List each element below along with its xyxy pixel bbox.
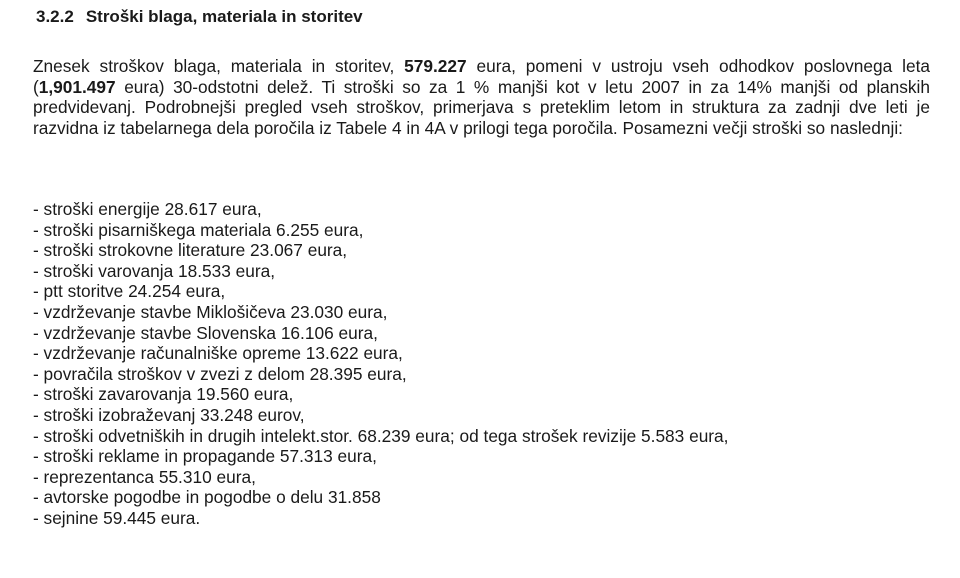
list-item: - ptt storitve 24.254 eura, — [33, 281, 226, 302]
paragraph-text-1: Znesek stroškov blaga, materiala in storitev, — [33, 56, 405, 76]
section-heading — [36, 6, 363, 28]
list-item: - stroški zavarovanja 19.560 eura, — [33, 384, 294, 405]
paragraph-text-2: eura, pomeni v ustroju vseh odhodkov poslovnega leta ( — [33, 56, 930, 97]
list-item: - stroški izobraževanj 33.248 eurov, — [33, 404, 305, 425]
list-item: - avtorske pogodbe in pogodbe o delu 31.858 — [33, 487, 381, 508]
list-item: - sejnine 59.445 eura. — [33, 507, 201, 528]
list-item: - stroški varovanja 18.533 eura, — [33, 260, 276, 281]
list-item: - vzdrževanje računalniške opreme 13.622 eura, — [33, 343, 403, 364]
section-title: Stroški blaga, materiala in storitev — [85, 7, 363, 26]
total-expenses-amount: 1,901.497 — [38, 76, 116, 97]
list-item: - reprezentanca 55.310 eura, — [33, 466, 256, 487]
list-item: - povračila stroškov v zvezi z delom 28.395 eura, — [33, 363, 407, 384]
list-item: - stroški pisarniškega materiala 6.255 eura, — [33, 219, 364, 240]
list-item: - vzdrževanje stavbe Slovenska 16.106 eura, — [33, 322, 378, 343]
list-item: - stroški reklame in propagande 57.313 eura, — [33, 446, 377, 467]
paragraph-text-3: eura) 30-odstotni delež. Ti stroški so za 1 % manjši kot v letu 2007 in za 14% manjši od planskih predvidevanj. Podrobnejši pregled vseh stroškov, primerjava s preteklim letom in struktura za zadnji dve leti je razvidna iz tabelarnega dela poročila iz Tabele 4 in 4A v prilogi tega poročila. Posamezni večji stroški so naslednji: — [33, 76, 930, 138]
list-item: - stroški odvetniških in drugih intelekt.stor. 68.239 eura; od tega strošek revizije 5.583 eura, — [33, 425, 729, 446]
list-item: - stroški energije 28.617 eura, — [33, 199, 262, 219]
section-number: 3.2.2 — [36, 7, 74, 26]
total-cost-amount: 579.227 — [404, 56, 467, 76]
cost-list — [33, 199, 728, 529]
intro-paragraph — [33, 56, 930, 138]
list-item: - vzdrževanje stavbe Miklošičeva 23.030 eura, — [33, 301, 388, 322]
list-item: - stroški strokovne literature 23.067 eura, — [33, 240, 348, 261]
